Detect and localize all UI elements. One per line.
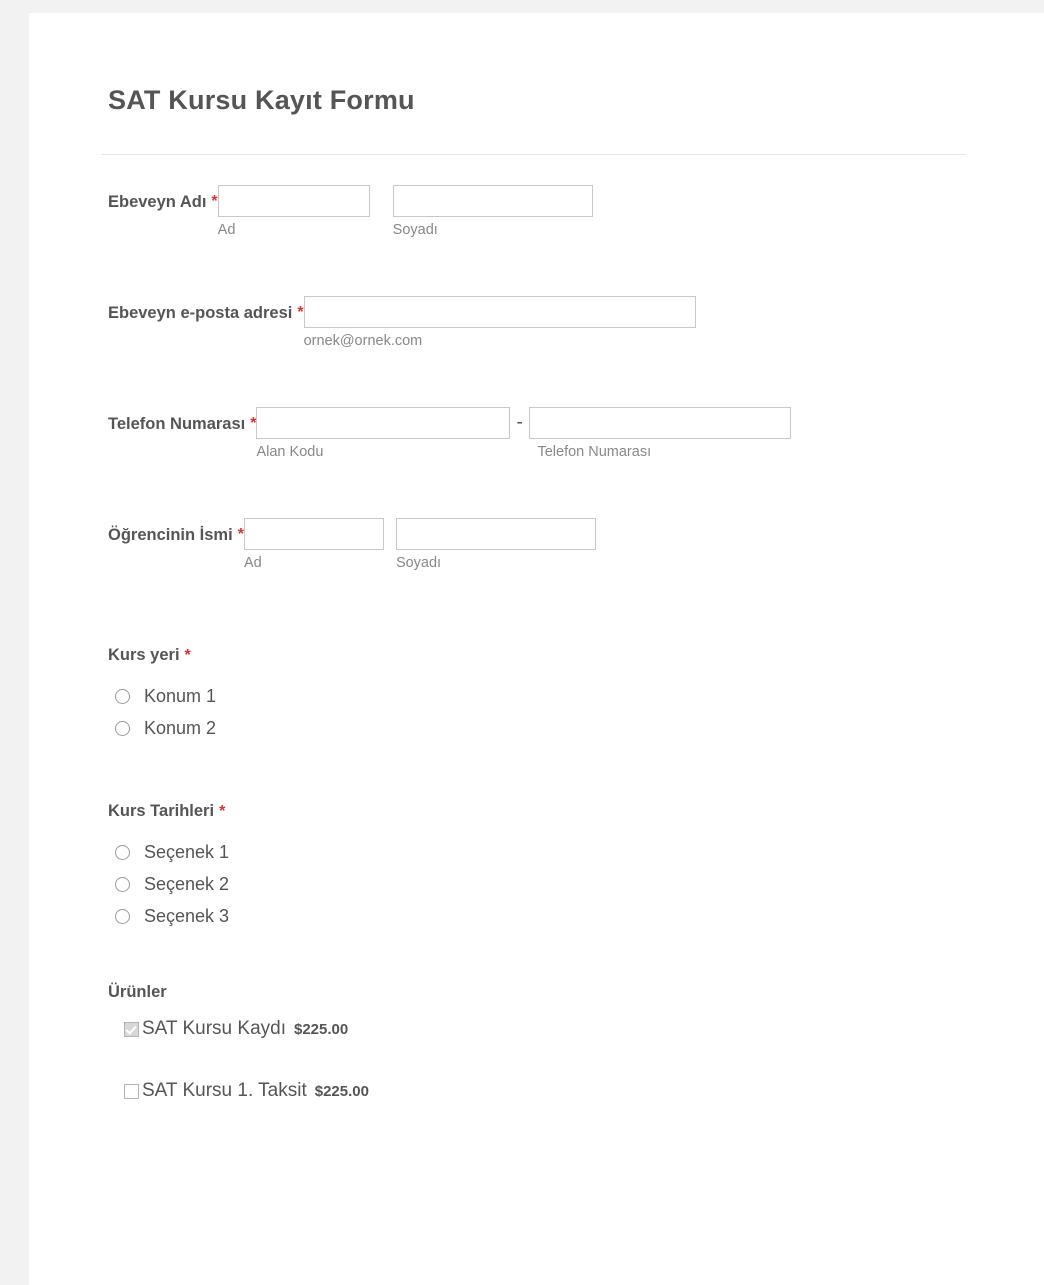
parent-first-name-input[interactable]: [218, 185, 370, 217]
phone-input-row: [256, 407, 790, 439]
page-title: SAT Kursu Kayıt Formu: [108, 85, 415, 115]
phone-area-code-input[interactable]: [256, 407, 510, 439]
sublabel-area-code: Alan Kodu: [256, 444, 324, 460]
sublabel-parent-first-name: Ad: [217, 222, 236, 238]
phone-number-input[interactable]: [529, 407, 791, 439]
field-course-location: [29, 639, 1044, 739]
product-price: $225.00: [293, 1020, 349, 1038]
product-name: SAT Kursu 1. Taksit: [142, 1080, 307, 1101]
parent-last-name-input[interactable]: [393, 185, 593, 217]
field-parent-email: [29, 296, 1044, 349]
checkbox-icon[interactable]: [124, 1084, 139, 1099]
sublabel-student-last-name: Soyadı: [395, 555, 442, 571]
radio-icon[interactable]: [115, 721, 130, 736]
course-dates-options: [29, 842, 1044, 927]
sublabel-parent-last-name: Soyadı: [392, 222, 438, 238]
title-divider: [101, 154, 965, 155]
radio-icon[interactable]: [115, 909, 130, 924]
required-marker-course-location: *: [184, 647, 191, 664]
parent-email-input[interactable]: [304, 296, 696, 328]
required-marker-parent-email: *: [297, 304, 304, 321]
radio-icon[interactable]: [115, 877, 130, 892]
field-parent-name: [29, 185, 1044, 238]
field-label-phone: Telefon Numarası: [108, 415, 246, 433]
section-products: [29, 983, 1044, 1102]
radio-icon[interactable]: [115, 845, 130, 860]
student-first-name-input[interactable]: [244, 518, 384, 550]
field-label-course-location: [29, 639, 1044, 673]
products-label: Ürünler: [108, 983, 167, 1001]
required-marker-student-name: *: [237, 526, 244, 543]
required-marker-course-dates: *: [219, 803, 226, 820]
radio-option-secenek-3[interactable]: [115, 906, 1044, 927]
required-marker-parent-name: *: [211, 193, 218, 210]
student-name-input-row: [244, 518, 596, 550]
phone-sublabels: [256, 439, 790, 460]
parent-email-sublabels: [304, 328, 696, 349]
parent-name-input-row: [218, 185, 593, 217]
field-label-course-dates: [29, 795, 1044, 829]
radio-label: Konum 2: [144, 718, 217, 738]
required-marker-phone: *: [250, 415, 257, 432]
field-label-parent-email: Ebeveyn e-posta adresi: [108, 304, 293, 322]
field-course-dates: [29, 795, 1044, 927]
radio-label: Konum 1: [144, 686, 217, 706]
course-location-label-text: Kurs yeri: [108, 646, 180, 664]
course-dates-label-text: Kurs Tarihleri: [108, 802, 215, 820]
field-label-student-name: Öğrencinin İsmi: [108, 526, 233, 544]
product-price: $225.00: [314, 1082, 369, 1100]
checkbox-icon[interactable]: [124, 1022, 139, 1037]
parent-email-input-row: [304, 296, 696, 328]
radio-option-secenek-2[interactable]: [115, 874, 1044, 895]
student-name-inputs: [244, 518, 596, 571]
product-item-sat-kursu-kaydi[interactable]: [124, 1018, 1044, 1040]
sublabel-phone-number: Telefon Numarası: [537, 444, 652, 460]
student-name-sublabels: [244, 550, 596, 571]
course-location-options: [29, 686, 1044, 739]
radio-label: Seçenek 3: [144, 906, 230, 926]
radio-icon[interactable]: [115, 689, 130, 704]
field-student-name: [29, 518, 1044, 571]
parent-name-sublabels: [218, 217, 593, 238]
sublabel-student-first-name: Ad: [243, 555, 262, 571]
radio-option-konum-1[interactable]: [115, 686, 1044, 707]
field-label-parent-name: Ebeveyn Adı: [108, 193, 207, 211]
product-name: SAT Kursu Kaydı: [142, 1018, 286, 1039]
form-card: [29, 13, 1044, 1285]
parent-name-inputs: [218, 185, 593, 238]
parent-email-inputs: [304, 296, 696, 349]
radio-label: Seçenek 1: [144, 842, 230, 862]
radio-option-secenek-1[interactable]: [115, 842, 1044, 863]
field-phone: [29, 407, 1044, 460]
products-list: [29, 1018, 1044, 1102]
student-last-name-input[interactable]: [396, 518, 596, 550]
radio-option-konum-2[interactable]: [115, 718, 1044, 739]
phone-inputs: [256, 407, 790, 460]
phone-separator: -: [516, 412, 523, 433]
radio-label: Seçenek 2: [144, 874, 230, 894]
sublabel-parent-email: ornek@ornek.com: [303, 333, 423, 349]
product-item-sat-kursu-1-taksit[interactable]: [124, 1080, 1044, 1102]
